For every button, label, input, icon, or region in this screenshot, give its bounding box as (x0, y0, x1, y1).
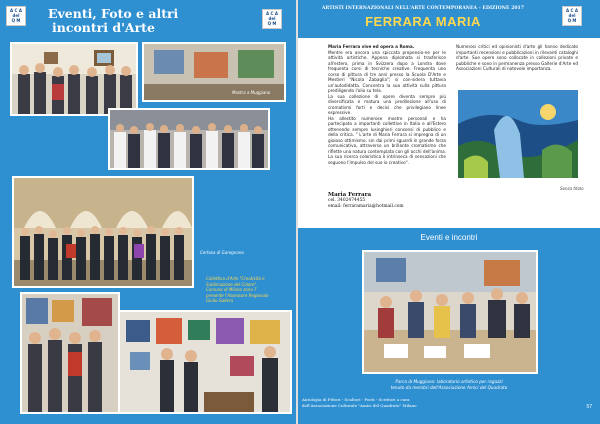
event-caption: Parco di Muggiano: laboratorio artistico per ragazzi tenuto da membri dell'Associazione Amici del Quadrato (390, 379, 508, 390)
bio-paragraph-1: Mentre era ancora una spiccata propensio-ne per le attività artistiche. Appena diplomata si trasferisce all'estero, prima in Svizzera dopo a Londra dove frequenta corsi di tecniche creative. Frequenta uno corso di pittura di tre anni presso la Scuola D'Arte e Mestieri "Nicola Zabaglia"; si con-sidera tuttavia un'autodidatta. Concentra la sua attività sulla pittura prediligendo l'olio su tela. (328, 49, 446, 93)
caption-muggiano: Mostra a Muggiano (232, 90, 271, 95)
contact-name: Maria Ferrara (328, 192, 372, 198)
page-footer: Antologia di Pittori - Scultori - Poeti - Scrittori a cura dell'Associazione Culturale "Amici del Quadrato" Milano (302, 397, 417, 408)
caption-collettiva: Collettiva d'Arte "Creatività e Sublimazione del Colore" Comune di Milano zona 7 presente l'Assessore Regionale Giulio Gallera (206, 276, 269, 303)
artwork-painting (458, 90, 578, 178)
bio-paragraph-3: Ha allestito numerose mostre personali e ha partecipato a importanti collettive in Italia e all'Estero ottenendo sempre lusinghieri consensi di pubblico e della critica. " L'arte di Maria Ferrara si impregna di un gioioso ottimismo, sin dai primi sguardi in grande forza comunicativa, attraverso un brillante cromatismo che riflette una natura contemplata con gli occhi dell'anima. La sua ricerca coloristica è intrinseca di sensazioni che seguono l'impulso del suo io creativo". (328, 115, 446, 165)
bio-paragraph-2: La sua collezione di opere diventa sempre più diversificata e matura una predilezione all'uso di cromatismi forti e decisi che privilegiano linee espressive. (328, 93, 446, 115)
photo-group-muggiano-1 (10, 42, 138, 116)
association-logo-right: A C A del Q M (262, 9, 282, 29)
left-page-title: Eventi, Foto e altri incontri d'Arte (48, 6, 179, 35)
contact-email: email: ferraramaria@hotmail.com (328, 204, 404, 209)
artist-name-title: FERRARA MARIA (365, 14, 481, 29)
page-number: 57 (586, 404, 592, 410)
association-logo-header: A C A del Q M (562, 6, 582, 26)
caption-certosa: Certosa di Garegnano (200, 250, 244, 255)
right-page (298, 0, 600, 424)
edition-header: ARTISTI INTERNAZIONALI NELL'ARTE CONTEMPORANEA - EDIZIONE 2017 (321, 6, 525, 11)
artist-bio-column-1 (328, 44, 446, 165)
association-logo: A C A del Q M (6, 6, 26, 26)
painting-caption: Senza titolo (560, 186, 584, 191)
bio-intro: Maria Ferrara vive ed opera a Roma. (328, 44, 415, 49)
artist-contact (328, 192, 404, 210)
events-section-title: Eventi e incontri (420, 233, 478, 242)
photo-collettiva-exhibit (118, 310, 292, 414)
contact-phone: cel. 3402474455 (328, 198, 366, 203)
left-page (0, 0, 296, 424)
photo-workshop-muggiano (362, 250, 538, 374)
artist-bio-column-2: Numerosi critici ed opinionisti d'arte gli hanno dedicato importanti recensioni e pubblicazioni in rilevanti cataloghi d'arte. Sue opere sono collocate in collezioni private e pubbliche e sono in permanenza presso Gallerie d'Arte ed Associazioni Culturali di notevole importanza. (456, 44, 578, 71)
photo-certosa-garegnano (12, 176, 194, 288)
photo-collettiva-group (20, 292, 120, 414)
photo-group-muggiano-2 (108, 108, 270, 170)
